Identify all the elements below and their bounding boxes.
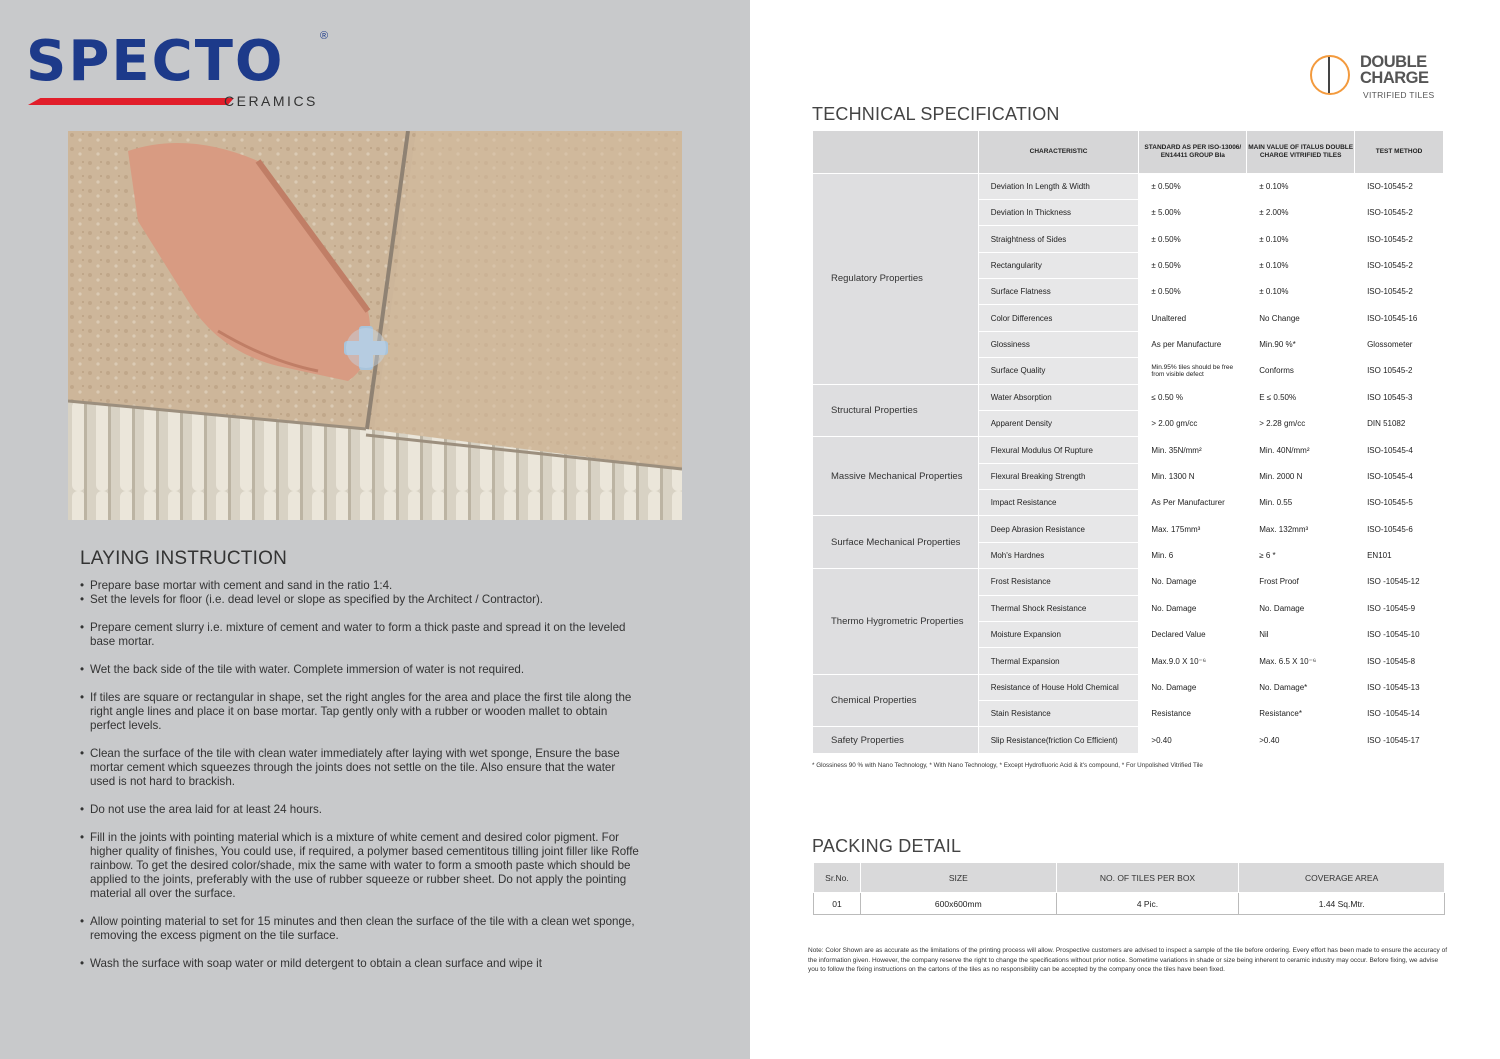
list-item: • Wet the back side of the tile with water. Complete immersion of water is not required. xyxy=(80,663,640,677)
group-surface: Surface Mechanical Properties xyxy=(813,516,979,569)
cell-value: Min. 40N/mm² xyxy=(1247,437,1355,463)
cell-value: ± 0.10% xyxy=(1247,252,1355,278)
cell-value: No Change xyxy=(1247,305,1355,331)
header-group xyxy=(813,131,979,174)
cell-standard: Declared Value xyxy=(1139,621,1247,647)
cell-coverage: 1.44 Sq.Mtr. xyxy=(1239,893,1445,915)
cell-method: ISO-10545-2 xyxy=(1355,226,1444,252)
header-tiles-per-box: NO. OF TILES PER BOX xyxy=(1056,863,1239,893)
cell-characteristic: Straightness of Sides xyxy=(978,226,1139,252)
list-item: • Do not use the area laid for at least 24 hours. xyxy=(80,803,640,817)
cell-standard: ± 0.50% xyxy=(1139,279,1247,305)
cell-characteristic: Glossiness xyxy=(978,331,1139,357)
cell-value: Min.90 %* xyxy=(1247,331,1355,357)
cell-method: ISO-10545-2 xyxy=(1355,252,1444,278)
header-value: MAIN VALUE OF ITALUS DOUBLE CHARGE VITRIFIED TILES xyxy=(1247,131,1355,174)
double-charge-logo xyxy=(1310,52,1450,102)
cell-characteristic: Deviation In Thickness xyxy=(978,199,1139,225)
cell-standard: No. Damage xyxy=(1139,595,1247,621)
logo-divider xyxy=(1328,57,1330,93)
cell-value: > 2.28 gm/cc xyxy=(1247,410,1355,436)
cell-standard: Max. 175mm³ xyxy=(1139,516,1247,542)
table-row xyxy=(813,569,1444,595)
logo-line-2: CHARGE xyxy=(1360,69,1429,87)
cell-method: ISO -10545-14 xyxy=(1355,701,1444,727)
cell-characteristic: Impact Resistance xyxy=(978,490,1139,516)
table-row xyxy=(813,384,1444,410)
cell-method: ISO-10545-2 xyxy=(1355,279,1444,305)
cell-value: ± 2.00% xyxy=(1247,199,1355,225)
logo-circle-icon xyxy=(1310,55,1350,95)
group-structural: Structural Properties xyxy=(813,384,979,437)
list-item: • Allow pointing material to set for 15 minutes and then clean the surface of the tile with a clean wet sponge, removing the excess pigment on the tile surface. xyxy=(80,915,640,943)
cell-characteristic: Thermal Expansion xyxy=(978,648,1139,674)
logo-line-1: DOUBLE xyxy=(1360,53,1427,71)
header-coverage: COVERAGE AREA xyxy=(1239,863,1445,893)
cell-standard: ≤ 0.50 % xyxy=(1139,384,1247,410)
cell-method: ISO -10545-17 xyxy=(1355,727,1444,754)
list-item: • Prepare cement slurry i.e. mixture of cement and water to form a thick paste and spread it on the leveled base mortar. xyxy=(80,621,640,649)
packing-detail-title: PACKING DETAIL xyxy=(812,836,962,856)
tile-laying-photo xyxy=(68,131,682,520)
cell-method: ISO-10545-2 xyxy=(1355,199,1444,225)
cell-characteristic: Flexural Breaking Strength xyxy=(978,463,1139,489)
cell-method: EN101 xyxy=(1355,542,1444,568)
cell-size: 600x600mm xyxy=(860,893,1056,915)
cell-method: ISO -10545-10 xyxy=(1355,621,1444,647)
cell-characteristic: Apparent Density xyxy=(978,410,1139,436)
cell-characteristic: Flexural Modulus Of Rupture xyxy=(978,437,1139,463)
laying-instruction-list xyxy=(80,579,640,971)
cell-value: Max. 6.5 X 10⁻⁶ xyxy=(1247,648,1355,674)
header-standard: STANDARD AS PER ISO-13006/ EN14411 GROUP BIa xyxy=(1139,131,1247,174)
header-size: SIZE xyxy=(860,863,1056,893)
cell-characteristic: Thermal Shock Resistance xyxy=(978,595,1139,621)
cell-characteristic: Deep Abrasion Resistance xyxy=(978,516,1139,542)
cell-method: ISO -10545-8 xyxy=(1355,648,1444,674)
cell-value: Resistance* xyxy=(1247,701,1355,727)
cell-method: ISO 10545-3 xyxy=(1355,384,1444,410)
list-item: • If tiles are square or rectangular in shape, set the right angles for the area and place the first tile along the right angle lines and place it on base mortar. Tap gently only with a rubber or wooden mallet to obtain perfect levels. xyxy=(80,691,640,733)
cell-method: ISO -10545-12 xyxy=(1355,569,1444,595)
table-row xyxy=(813,727,1444,754)
cell-characteristic: Surface Flatness xyxy=(978,279,1139,305)
cell-value: Min. 2000 N xyxy=(1247,463,1355,489)
cell-value: Frost Proof xyxy=(1247,569,1355,595)
cell-characteristic: Surface Quality xyxy=(978,358,1139,384)
cell-method: ISO-10545-16 xyxy=(1355,305,1444,331)
cell-value: E ≤ 0.50% xyxy=(1247,384,1355,410)
cell-method: ISO-10545-4 xyxy=(1355,437,1444,463)
cell-characteristic: Moisture Expansion xyxy=(978,621,1139,647)
cell-standard: Min. 35N/mm² xyxy=(1139,437,1247,463)
cell-method: ISO-10545-5 xyxy=(1355,490,1444,516)
cell-characteristic: Frost Resistance xyxy=(978,569,1139,595)
cell-characteristic: Deviation In Length & Width xyxy=(978,173,1139,199)
cell-method: ISO -10545-9 xyxy=(1355,595,1444,621)
cell-value: >0.40 xyxy=(1247,727,1355,754)
tech-spec-table xyxy=(812,130,1444,754)
cell-standard: Min. 1300 N xyxy=(1139,463,1247,489)
logo-red-bar xyxy=(28,98,234,105)
table-row xyxy=(813,516,1444,542)
cell-characteristic: Resistance of House Hold Chemical xyxy=(978,674,1139,700)
cell-method: ISO 10545-2 xyxy=(1355,358,1444,384)
cell-standard: As per Manufacture xyxy=(1139,331,1247,357)
packing-table xyxy=(813,862,1445,915)
cell-method: DIN 51082 xyxy=(1355,410,1444,436)
table-row xyxy=(814,893,1445,915)
cell-method: ISO-10545-4 xyxy=(1355,463,1444,489)
cell-characteristic: Rectangularity xyxy=(978,252,1139,278)
cell-standard: Unaltered xyxy=(1139,305,1247,331)
cell-method: ISO -10545-13 xyxy=(1355,674,1444,700)
cell-value: Min. 0.55 xyxy=(1247,490,1355,516)
group-regulatory: Regulatory Properties xyxy=(813,173,979,384)
table-header-row xyxy=(813,131,1444,174)
cell-characteristic: Stain Resistance xyxy=(978,701,1139,727)
cell-characteristic: Color Differences xyxy=(978,305,1139,331)
table-header-row xyxy=(814,863,1445,893)
cell-value: Max. 132mm³ xyxy=(1247,516,1355,542)
cell-characteristic: Water Absorption xyxy=(978,384,1139,410)
cell-method: ISO-10545-6 xyxy=(1355,516,1444,542)
cell-value: ± 0.10% xyxy=(1247,173,1355,199)
list-item: • Wash the surface with soap water or mild detergent to obtain a clean surface and wipe it xyxy=(80,957,640,971)
tile-laying-illustration xyxy=(68,131,682,520)
cell-characteristic: Moh's Hardnes xyxy=(978,542,1139,568)
cell-standard: Min. 6 xyxy=(1139,542,1247,568)
cell-standard: ± 0.50% xyxy=(1139,173,1247,199)
list-item: • Fill in the joints with pointing material which is a mixture of white cement and desired color pigment. For higher quality of finishes, You could use, if required, a polymer based cementitous tilling joint filler like Roffe rainbow. To get the desired color/shade, mix the same with water to form a smooth paste which should be applied to the joints, preferably with the use of rubber squeeze or rubber sheet. Do not apply the pointing material all over the surface. xyxy=(80,831,640,901)
cell-standard: ± 0.50% xyxy=(1139,226,1247,252)
disclaimer-note: Note: Color Shown are as accurate as the limitations of the printing process will allow. Prospective customers are advised to inspect a sample of the tile before ordering. Every effort has been made to ensure the accuracy of the information given. However, the company reserve the right to change the specifications without prior notice. Sometime variations in shade or size being inherent to ceramic industry may occur. Before fixing, we advise you to follow the fixing instructions on the cartons of the tiles as no responsibility can be accepted by the company once the tiles have been fixed. xyxy=(808,947,1448,973)
cell-standard: As Per Manufacturer xyxy=(1139,490,1247,516)
tech-spec-title: TECHNICAL SPECIFICATION xyxy=(812,104,1060,124)
cell-value: ≥ 6 * xyxy=(1247,542,1355,568)
cell-method: Glossometer xyxy=(1355,331,1444,357)
cell-standard: No. Damage xyxy=(1139,674,1247,700)
cell-value: No. Damage* xyxy=(1247,674,1355,700)
header-sr-no: Sr.No. xyxy=(814,863,861,893)
table-row xyxy=(813,437,1444,463)
header-method: TEST METHOD xyxy=(1355,131,1444,174)
cell-standard: Max.9.0 X 10⁻⁶ xyxy=(1139,648,1247,674)
cell-standard: No. Damage xyxy=(1139,569,1247,595)
logo-subtitle: VITRIFIED TILES xyxy=(1363,90,1435,100)
cell-value: No. Damage xyxy=(1247,595,1355,621)
logo-subtitle: CERAMICS xyxy=(224,93,318,109)
specto-logo xyxy=(26,30,336,110)
cell-standard: >0.40 xyxy=(1139,727,1247,754)
group-safety: Safety Properties xyxy=(813,727,979,754)
cell-value: Nil xyxy=(1247,621,1355,647)
group-chemical: Chemical Properties xyxy=(813,674,979,727)
cell-standard: Resistance xyxy=(1139,701,1247,727)
logo-name xyxy=(1360,54,1429,86)
list-item: • Clean the surface of the tile with clean water immediately after laying with wet sponge, Ensure the base mortar cement which squeezes through the joints does not settle on the tile. Also ensure that the water used is not hard to brackish. xyxy=(80,747,640,789)
registered-mark: ® xyxy=(320,30,329,42)
cell-tiles-per-box: 4 Pic. xyxy=(1056,893,1239,915)
group-thermo: Thermo Hygrometric Properties xyxy=(813,569,979,675)
list-item: • Prepare base mortar with cement and sand in the ratio 1:4. xyxy=(80,579,640,593)
cell-sr-no: 01 xyxy=(814,893,861,915)
group-massive: Massive Mechanical Properties xyxy=(813,437,979,516)
cell-characteristic: Slip Resistance(friction Co Efficient) xyxy=(978,727,1139,754)
cell-value: ± 0.10% xyxy=(1247,279,1355,305)
header-characteristic: CHARACTERISTIC xyxy=(978,131,1139,174)
cell-method: ISO-10545-2 xyxy=(1355,173,1444,199)
cell-standard: Min.95% tiles should be free from visible defect xyxy=(1139,358,1247,384)
logo-wordmark: SPECTO xyxy=(26,29,285,94)
cell-value: Conforms xyxy=(1247,358,1355,384)
laying-instruction-title: LAYING INSTRUCTION xyxy=(80,548,287,569)
cell-value: ± 0.10% xyxy=(1247,226,1355,252)
list-item: • Set the levels for floor (i.e. dead level or slope as specified by the Architect / Contractor). xyxy=(80,593,640,607)
table-row xyxy=(813,173,1444,199)
table-row xyxy=(813,674,1444,700)
cell-standard: > 2.00 gm/cc xyxy=(1139,410,1247,436)
cell-standard: ± 5.00% xyxy=(1139,199,1247,225)
spec-footnote: * Glossiness 90 % with Nano Technology, * With Nano Technology, * Except Hydrofluoric Acid & it's compound, * For Unpolished Vitrified Tile xyxy=(812,762,1203,769)
cell-standard: ± 0.50% xyxy=(1139,252,1247,278)
